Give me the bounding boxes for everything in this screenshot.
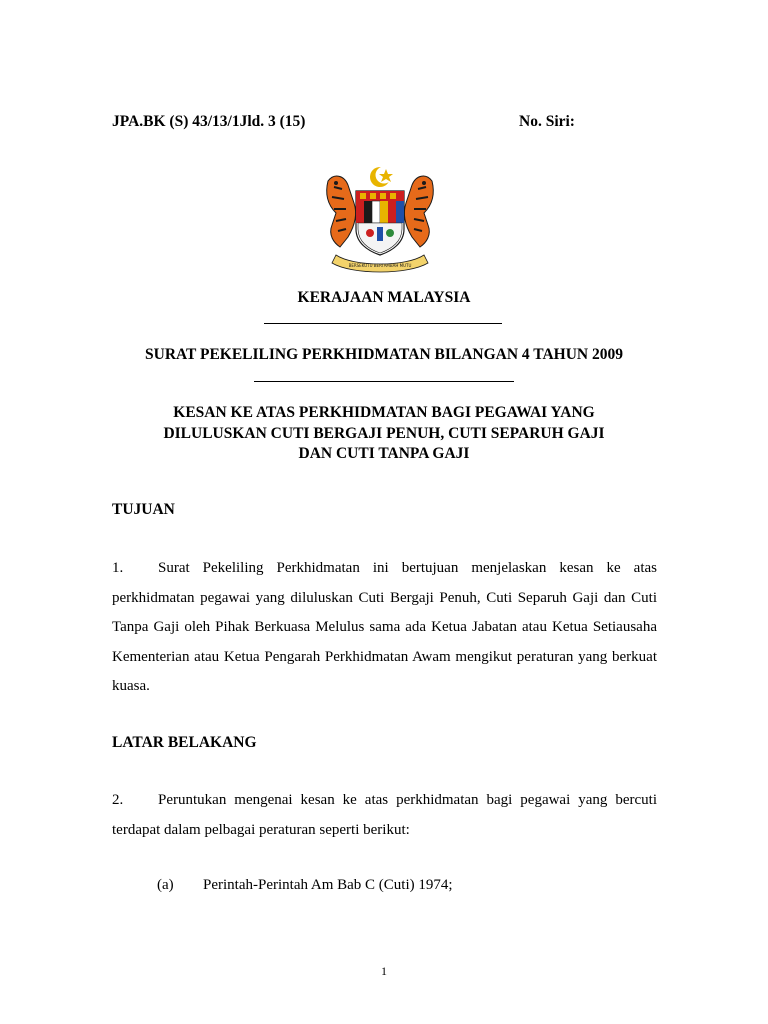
svg-text:BERSEKUTU BERTAMBAH MUTU: BERSEKUTU BERTAMBAH MUTU	[348, 263, 412, 268]
list-item-text: Perintah-Perintah Am Bab C (Cuti) 1974;	[203, 877, 453, 893]
paragraph-text: Peruntukan mengenai kesan ke atas perkhidmatan bagi pegawai yang bercuti terdapat dalam pelbagai peraturan seperti berikut:	[112, 792, 657, 838]
section-heading-tujuan: TUJUAN	[112, 501, 175, 518]
subject-line: KESAN KE ATAS PERKHIDMATAN BAGI PEGAWAI YANG	[173, 404, 595, 421]
circular-underline	[254, 381, 514, 382]
coat-of-arms-icon	[314, 163, 446, 278]
subject-line: DILULUSKAN CUTI BERGAJI PENUH, CUTI SEPARUH GAJI	[163, 425, 605, 442]
page-number: 1	[381, 964, 387, 978]
paragraph-1	[112, 554, 657, 702]
paragraph-number: 1.	[112, 560, 124, 576]
paragraph-text: Surat Pekeliling Perkhidmatan ini bertujuan menjelaskan kesan ke atas perkhidmatan pegawai yang diluluskan Cuti Bergaji Penuh, Cuti Separuh Gaji dan Cuti Tanpa Gaji oleh Pihak Berkuasa Melulus sama ada Ketua Jabatan atau Ketua Setiausaha Kementerian atau Ketua Pengarah Perkhidmatan Awam mengikut peraturan yang berkuat kuasa.	[112, 560, 657, 694]
circular-title: SURAT PEKELILING PERKHIDMATAN BILANGAN 4 TAHUN 2009	[145, 346, 623, 363]
paragraph-number: 2.	[112, 792, 124, 808]
list-item	[157, 877, 453, 894]
government-title: KERAJAAN MALAYSIA	[297, 289, 471, 306]
title-underline	[264, 323, 502, 324]
serial-number-label: No. Siri:	[519, 113, 575, 130]
reference-number: JPA.BK (S) 43/13/1Jld. 3 (15)	[112, 113, 306, 130]
subject-line: DAN CUTI TANPA GAJI	[298, 445, 470, 462]
section-heading-latar-belakang: LATAR BELAKANG	[112, 734, 257, 751]
paragraph-2	[112, 786, 657, 845]
list-item-label: (a)	[157, 877, 174, 893]
